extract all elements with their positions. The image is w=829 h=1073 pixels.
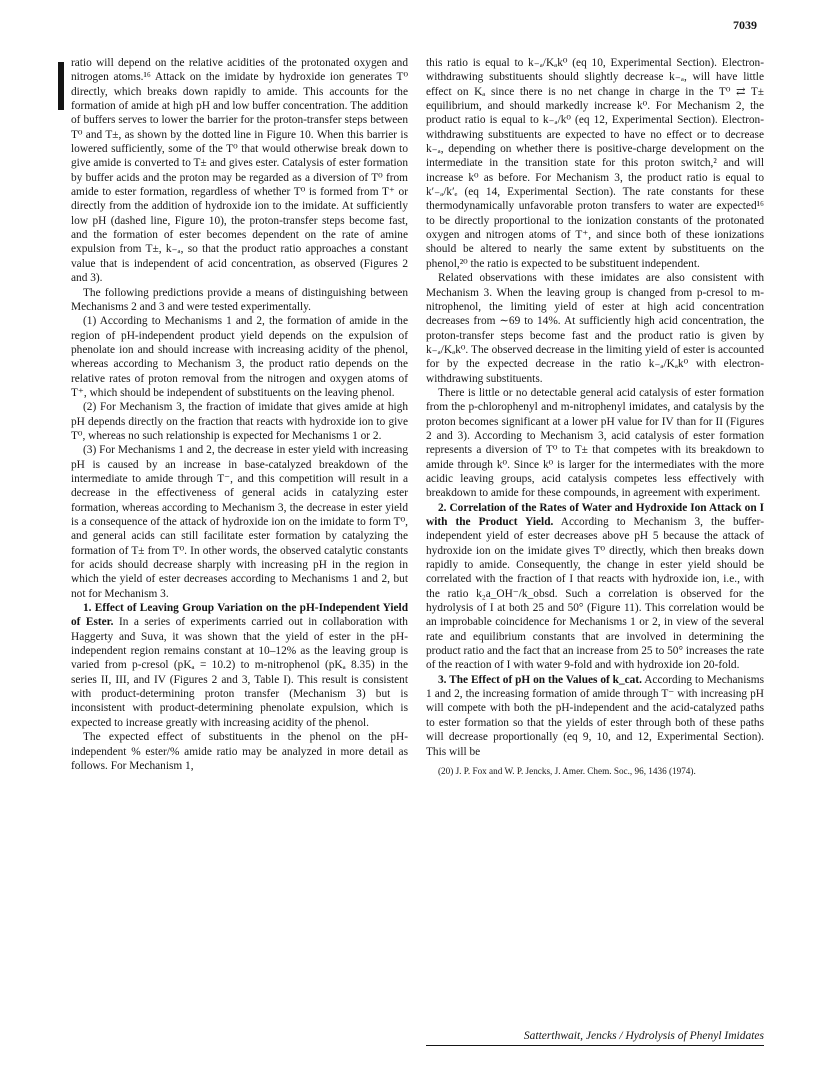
paragraph — [426, 501, 764, 673]
paragraph — [426, 673, 764, 759]
paragraph — [71, 601, 408, 730]
paragraph: The following predictions provide a means of distinguishing between Mechanisms 2 and 3 and were tested experimentally. — [71, 286, 408, 313]
footnote: (20) J. P. Fox and W. P. Jencks, J. Amer. Chem. Soc., 96, 1436 (1974). — [438, 765, 696, 776]
paragraph: (3) For Mechanisms 1 and 2, the decrease in ester yield with increasing pH is caused by an increase in base-catalyzed breakdown of the intermediate to amide through T⁻, and this competition will result in a decrease in the effectiveness of general acids in catalyzing ester formation, whereas according to Mechanism 3, the decrease in ester yield is a consequence of the attack of hydroxide ion on the imidate to form T⁰, and general acids can still facilitate ester formation by catalyzing the formation of T± from T⁰. In other words, the observed catalytic constants for acids should decrease sharply with increasing pH in the region in which the yield of ester decreases according to Mechanisms 1 and 2, but not for Mechanism 3. — [71, 444, 408, 600]
paragraph: The expected effect of substituents in the phenol on the pH-independent % ester/% amide ratio may be analyzed in more detail as follows. For Mechanism 1, — [71, 731, 408, 772]
margin-change-bar — [58, 62, 64, 110]
paragraph-text: According to Mechanisms 1 and 2, the increasing formation of amide through T⁻ with increasing pH will compete with both the pH-independent and the acid-catalyzed paths to ester formation so that the yields of ester through both of these paths will decrease proportionally (eq 9, 10, and 12, Experimental Section). This will be — [426, 673, 764, 758]
paragraph-text: In a series of experiments carried out in collaboration with Haggerty and Suva, it was shown that the yield of ester in the pH-independent region remains constant at 10–12% as the leaving group is varied from p-cresol (pKₐ = 10.2) to m-nitrophenol (pKₐ 8.35) in the series II, III, and IV (Figures 2 and 3, Table I). This result is consistent with product-determining proton transfer (Mechanism 3) but is inconsistent with product-determining phenolate expulsion, which is expected to increase greatly with increasing acidity of the phenol. — [71, 616, 408, 729]
section-heading: 2. Correlation of the Rates of Water and Hydroxide Ion Attack on I with the Product Yield. — [426, 501, 764, 528]
running-footer: Satterthwait, Jencks / Hydrolysis of Phenyl Imidates — [426, 1030, 764, 1046]
paragraph: Related observations with these imidates are also consistent with Mechanism 3. When the leaving group is changed from p-cresol to m-nitrophenol, the limiting yield of ester at high acid concentration decreases from ∼69 to 14%. At sufficiently high acid concentration, the proton-transfer steps become fast and the product ratio is given by k₋ₐ/Kₐk⁰. The observed decrease in the limiting yield of ester is accounted for by the expected decrease in the ratio k₋ₐ/Kₐk⁰ with electron-withdrawing substituents. — [426, 272, 764, 385]
paragraph: There is little or no detectable general acid catalysis of ester formation from the p-chlorophenyl and m-nitrophenyl imidates, and catalysis by the proton becomes significant at a lower pH value for IV than for II (Figures 2 and 3). According to Mechanism 3, acid catalysis of ester formation represents a diversion of T⁰ to T± that competes with its breakdown to amide through k⁰. Since k⁰ is larger for the intermediates with the more acidic leaving groups, acid catalysis competes less effectively with breakdown to amide for these compounds, in agreement with experiment. — [426, 386, 764, 500]
section-heading: 3. The Effect of pH on the Values of k_cat. — [438, 673, 642, 686]
paragraph: this ratio is equal to k₋ₐ/Kₐk⁰ (eq 10, Experimental Section). Electron-withdrawing substituents should slightly decrease k₋ₐ, will have little effect on Kₐ since there is no net change in charge in the T⁰ ⇄ T± equilibrium, and should markedly increase k⁰. For Mechanism 2, the product ratio is equal to k₋ₐ/k⁰ (eq 12, Experimental Section). Electron-withdrawing substituents are expected to have no effect or to decrease k₋ₐ, depending on whether there is positive-charge development on the intermediate in the transition state for this proton switch,² and will increase k⁰ as before. For Mechanism 3, the product ratio is equal to k′₋ₐ/k′ₑ (eq 14, Experimental Section). The rate constants for these thermodynamically unfavorable proton transfers to water are expected¹⁶ to be directly proportional to the ionization constants of the protonated oxygen and nitrogen atoms of T⁺, and since both of these ionizations should be altered to nearly the same extent by substituents on the phenol,²⁰ the ratio is expected to be substituent independent. — [426, 57, 764, 270]
paragraph: (1) According to Mechanisms 1 and 2, the formation of amide in the region of pH-independent product yield depends on the expulsion of phenolate ion and should increase with increasing acidity of the phenol, whereas according to Mechanism 3, the product ratio depends on the relative rates of proton removal from the nitrogen and oxygen atoms of T⁺, which should be independent of substituents on the leaving phenol. — [71, 315, 408, 399]
paragraph: ratio will depend on the relative acidities of the protonated oxygen and nitrogen atoms.¹⁶ Attack on the imidate by hydroxide ion generates T⁰ directly, which breaks down rapidly to amide. This accounts for the formation of amide at high pH and low buffer concentration. The addition of buffers serves to lower the barrier for the proton-transfer steps between T⁰ and T±, as shown by the dotted line in Figure 10. When this barrier is lowered sufficiently, some of the T⁰ that would otherwise break down to give amide is converted to T± and gives ester. Catalysis of ester formation by buffer acids and the proton may be regarded as a diversion of T⁰ from amide to ester formation, regardless of whether T⁰ is formed from T⁺ or directly from the addition of hydroxide ion to the imidate. At sufficiently low pH (dashed line, Figure 10), the proton-transfer steps become fast, and the formation of ester becomes dependent on the rate of amine expulsion from T±, k₋ₐ, so that the product ratio approaches a constant value that is independent of acid concentration, as observed (Figures 2 and 3). — [71, 57, 408, 285]
section-heading: 1. Effect of Leaving Group Variation on the pH-Independent Yield of Ester. — [71, 602, 408, 629]
paragraph: (2) For Mechanism 3, the fraction of imidate that gives amide at high pH depends directly on the fraction that reacts with hydroxide ion to give T⁰, whereas no such relationship is expected for Mechanisms 1 or 2. — [71, 401, 408, 442]
page-number: 7039 — [733, 18, 757, 32]
paragraph-text: According to Mechanism 3, the buffer-independent yield of ester decreases above pH 5 because the attack of hydroxide ion on the imidate gives T⁰ directly, which then breaks down rapidly to amide. Consequently, the change in ester yield should be correlated with the fraction of I that reacts with hydroxide ion, i.e., with the ratio k₂a_OH⁻/k_obsd. Such a correlation is observed for the hydrolysis of I at both 25 and 50° (Figure 11). This correlation would be an improbable coincidence for Mechanisms 1 or 2, in view of the several rate and equilibrium constants that are involved in determining the product ratio and the fact that an increase from 25 to 50° increases the rate of the reaction of I with water 9-fold and with hydroxide ion 20-fold. — [426, 516, 765, 672]
right-column — [426, 56, 764, 777]
left-column — [71, 56, 408, 773]
